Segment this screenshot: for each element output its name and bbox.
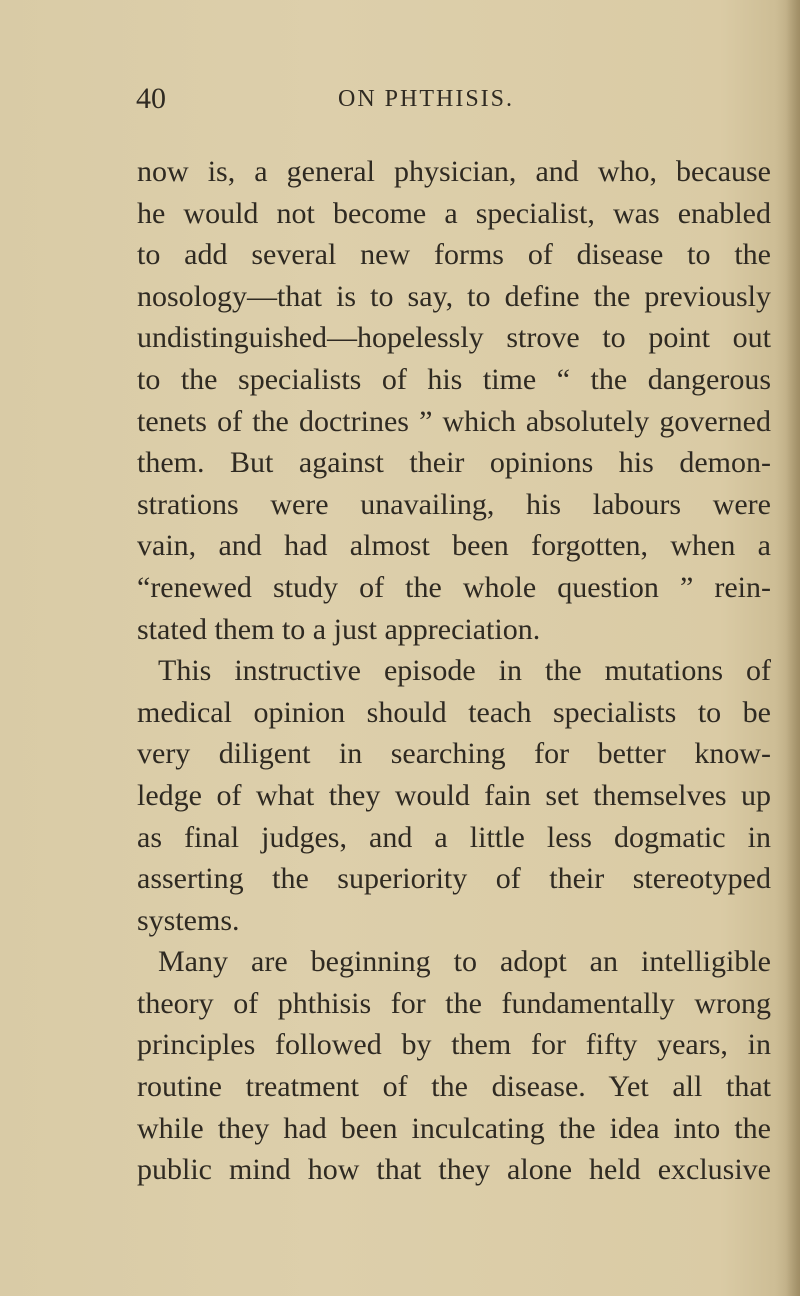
running-head: ON PHTHISIS. xyxy=(338,86,515,112)
page-header xyxy=(0,80,800,124)
page-number: 40 xyxy=(136,82,166,115)
text-line: as final judges, and a little less dogmatic in xyxy=(137,820,771,854)
text-line: strations were unavailing, his labours were xyxy=(137,487,771,521)
text-line: theory of phthisis for the fundamentally wrong xyxy=(137,986,771,1020)
text-line: medical opinion should teach specialists to be xyxy=(137,695,771,729)
text-line: nosology—that is to say, to define the previously xyxy=(137,279,771,313)
text-line: principles followed by them for fifty years, in xyxy=(137,1028,771,1062)
text-line: them. But against their opinions his demon- xyxy=(137,446,771,480)
text-line: while they had been inculcating the idea into the xyxy=(137,1111,771,1145)
text-line: ledge of what they would fain set themselves up xyxy=(137,778,771,812)
text-line: stated them to a just appreciation. xyxy=(137,612,541,646)
text-line: routine treatment of the disease. Yet all that xyxy=(137,1070,771,1104)
text-line: public mind how that they alone held exclusive xyxy=(137,1153,771,1187)
text-line: vain, and had almost been forgotten, when a xyxy=(137,529,771,563)
text-line: systems. xyxy=(137,903,240,937)
text-line: undistinguished—hopelessly strove to point out xyxy=(137,321,771,355)
text-line: tenets of the doctrines ” which absolutely governed xyxy=(137,404,771,438)
text-line: he would not become a specialist, was enabled xyxy=(137,196,771,230)
text-line: now is, a general physician, and who, because xyxy=(137,155,771,188)
text-line: to add several new forms of disease to the xyxy=(137,238,771,272)
text-line: very diligent in searching for better know- xyxy=(137,737,771,771)
text-line: to the specialists of his time “ the dangerous xyxy=(137,362,771,396)
text-line: asserting the superiority of their stereotyped xyxy=(137,862,771,896)
page-edge-shadow xyxy=(786,0,800,1296)
text-line: This instructive episode in the mutations of xyxy=(158,654,771,688)
text-line: “renewed study of the whole question ” rein- xyxy=(137,570,771,604)
text-line: Many are beginning to adopt an intelligible xyxy=(158,945,771,979)
body-text xyxy=(137,151,771,1191)
